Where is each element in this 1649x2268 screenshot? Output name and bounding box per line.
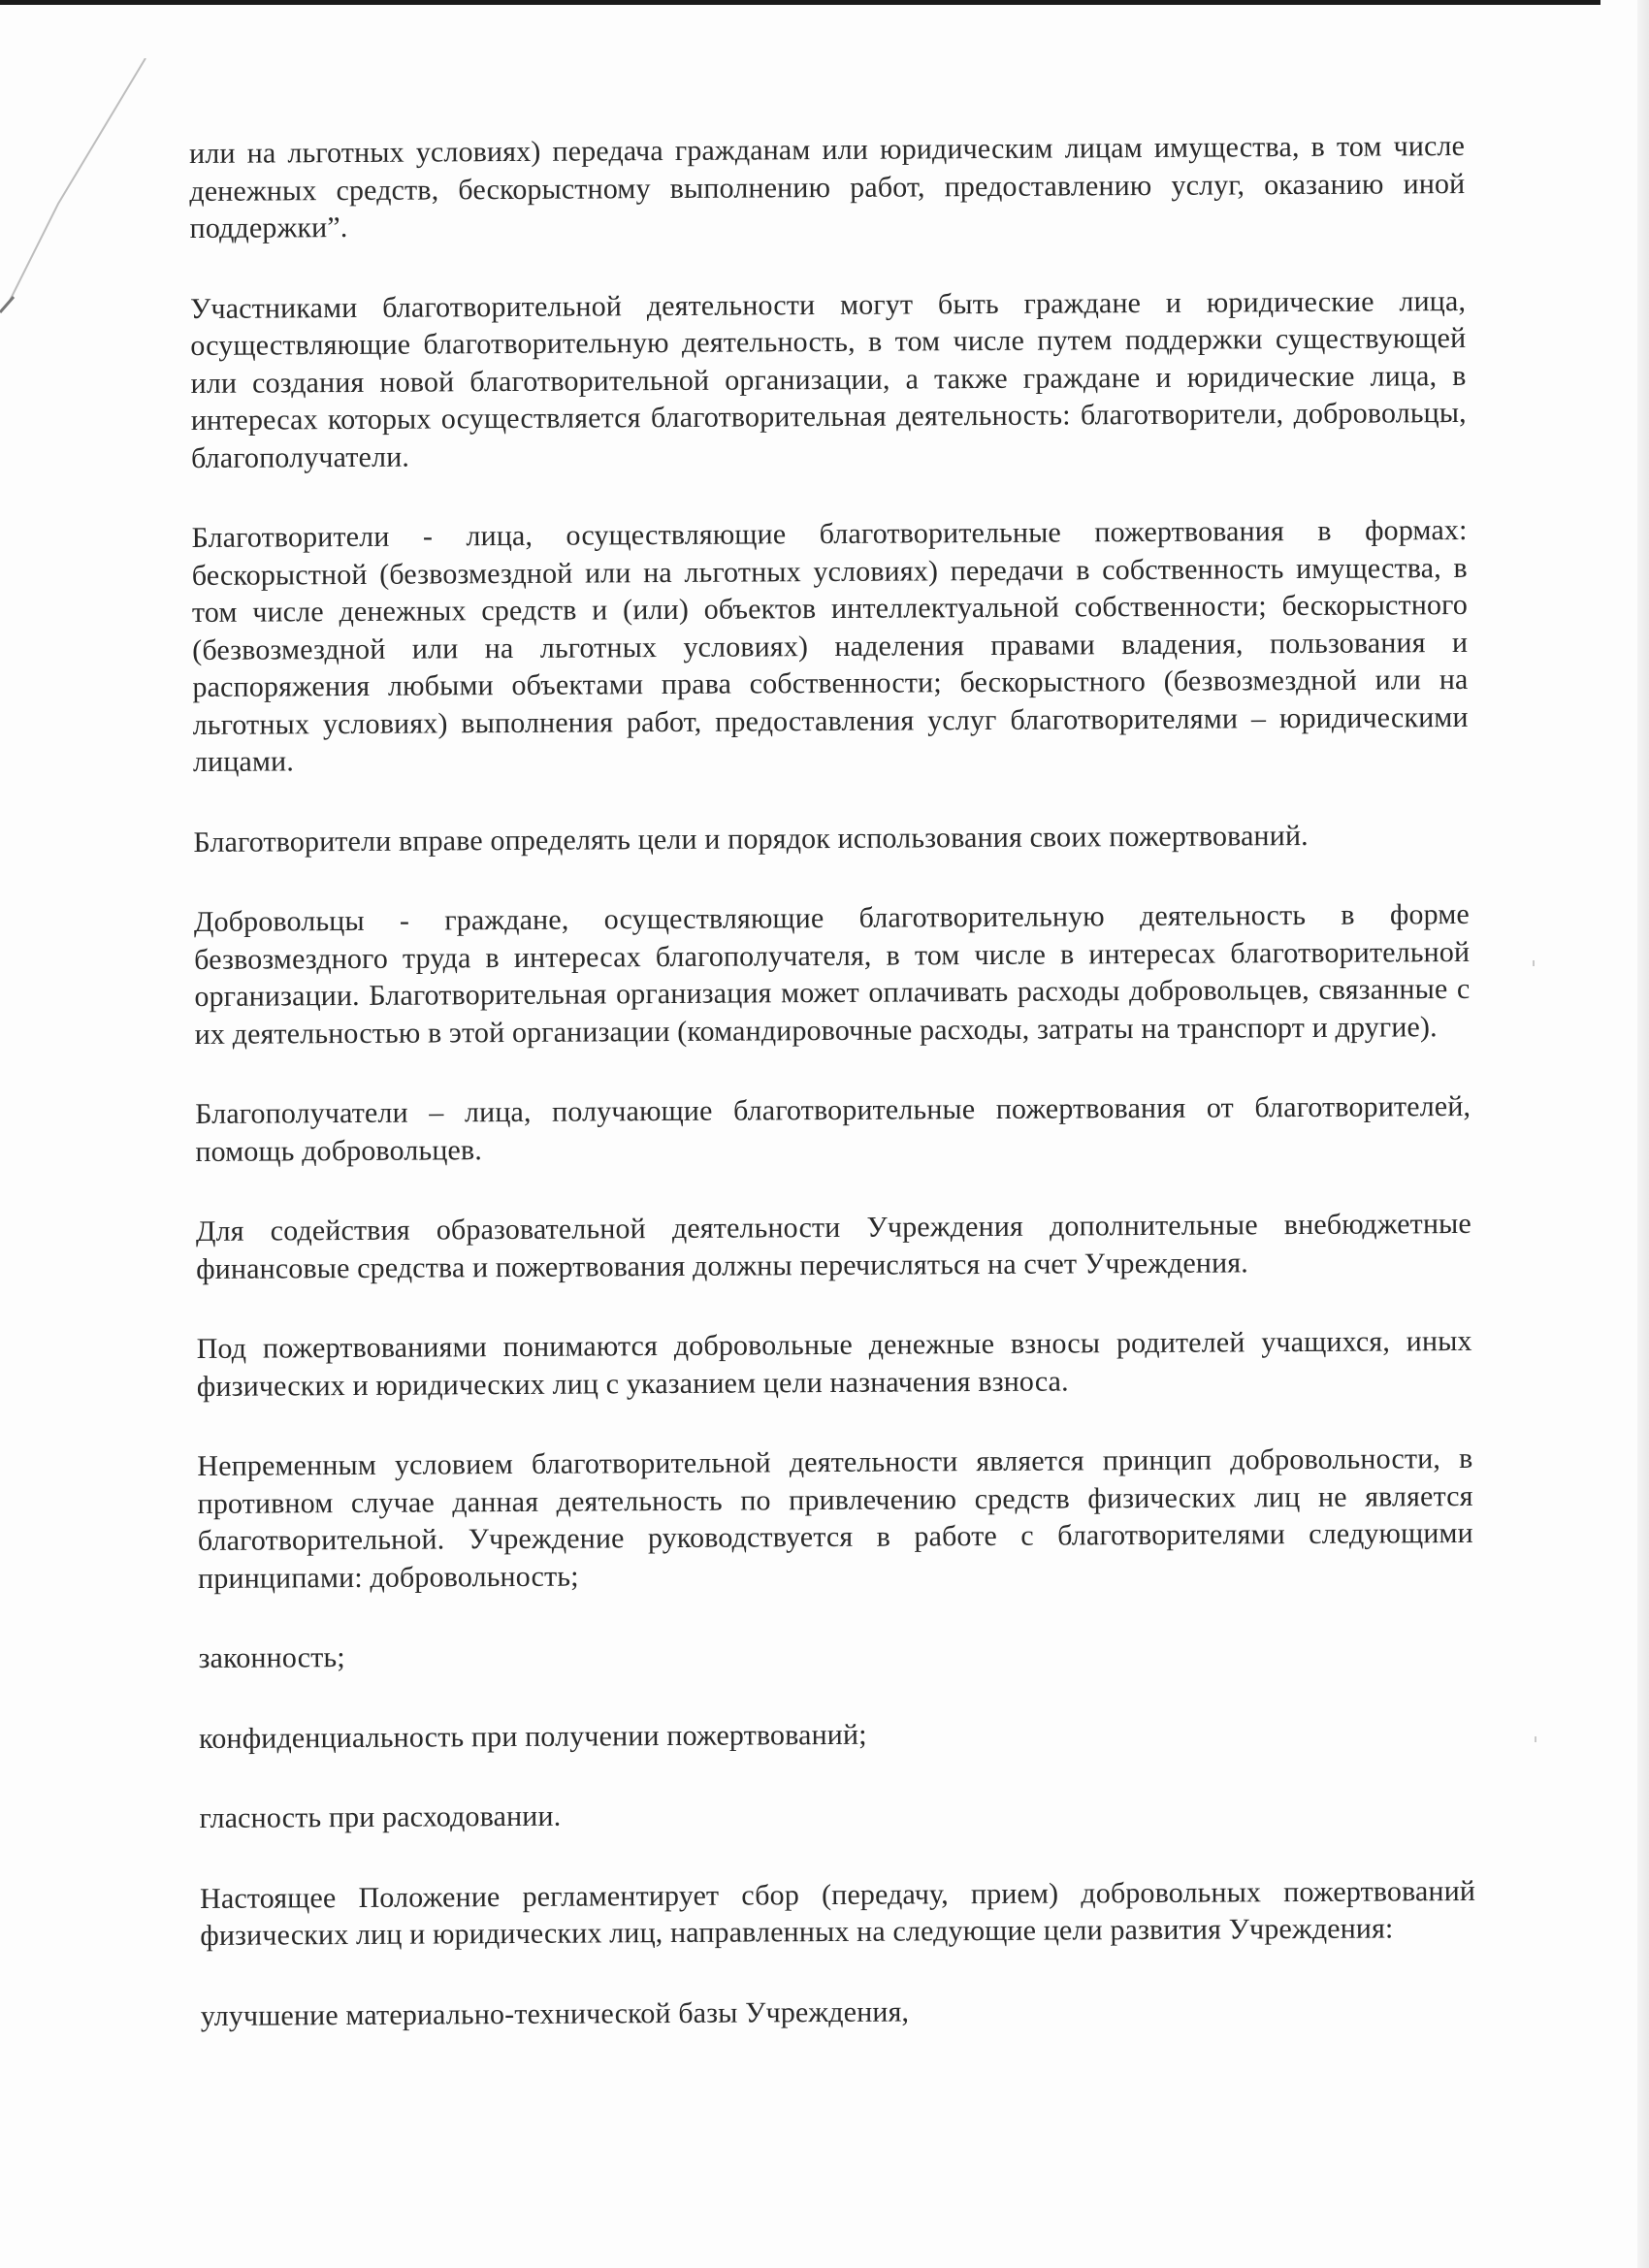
list-item-material-base: улучшение материально-технической базы Учреждения, bbox=[200, 1995, 910, 2032]
paragraph-continuation: или на льготных условиях) передача гражданам или юридическим лицам имущества, в том числе денежных средств, бескорыстному выполнению работ, предоставлению услуг, оказанию иной поддержки”. bbox=[189, 129, 1466, 244]
paragraph-principles: Непременным условием благотворительной деятельности является принцип добровольности, в противном случае данная деятельность по привлечению средств физических лиц не является благотворительной. Учреждение руководствуется в работе с благотворителями следующими принципами: добровольность; bbox=[197, 1442, 1473, 1595]
paragraph-participants: Участниками благотворительной деятельности могут быть граждане и юридические лица, осуществляющие благотворительную деятельность, в том числе путем поддержки существующей или создания новой благотворительной организации, а также граждане и юридические лица, в интересах которых осуществляется благотворительная деятельность: благотворители, добровольцы, благополучатели. bbox=[189, 284, 1467, 474]
paragraph-benefactors: Благотворители - лица, осуществляющие благотворительные пожертвования в формах: бескорыстной (безвозмездной или на льготных условиях) передачи в собственность имущества, в том числе денежных средств и (или) объектов интеллектуальной собственности; бескорыстного (безвозмездной или на льготных условиях) наделения правами владения, пользования и распоряжения любыми объектами права собственности; бескорыстного (безвозмездной или на льготных условиях) выполнения работ, предоставления услуг благотворителями – юридическими лицами. bbox=[191, 513, 1469, 778]
paragraph-donations-definition: Под пожертвованиями понимаются добровольные денежные взносы родителей учащихся, иных физических и юридических лиц с указанием цели назначения взноса. bbox=[196, 1324, 1472, 1403]
paragraph-funding: Для содействия образовательной деятельности Учреждения дополнительные внебюджетные финансовые средства и пожертвования должны перечисляться на счет Учреждения. bbox=[195, 1207, 1471, 1285]
list-item-confidentiality: конфиденциальность при получении пожертвований; bbox=[198, 1718, 867, 1755]
list-item-legality: законность; bbox=[198, 1641, 345, 1674]
scan-top-border bbox=[0, 0, 1600, 5]
paragraph-benefactors-rights: Благотворители вправе определять цели и порядок использования своих пожертвований. bbox=[193, 819, 1309, 859]
paragraph-regulation-scope: Настоящее Положение регламентирует сбор (передачу, прием) добровольных пожертвований физических лиц и юридических лиц, направленных на следующие цели развития Учреждения: bbox=[199, 1874, 1476, 1952]
paragraph-beneficiaries: Благополучатели – лица, получающие благотворительные пожертвования от благотворителей, помощь добровольцев. bbox=[195, 1089, 1471, 1168]
document-body bbox=[189, 128, 1476, 2078]
paragraph-volunteers: Добровольцы - граждане, осуществляющие благотворительную деятельность в форме безвозмездного труда в интересах благополучателя, в том числе в интересах благотворительной организации. Благотворительная организация может оплачивать расходы добровольцев, связанные с их деятельностью в этой организации (командировочные расходы, затраты на транспорт и другие). bbox=[193, 897, 1471, 1051]
list-item-transparency: гласность при расходовании. bbox=[199, 1799, 562, 1834]
scan-right-edge bbox=[1637, 0, 1649, 2268]
